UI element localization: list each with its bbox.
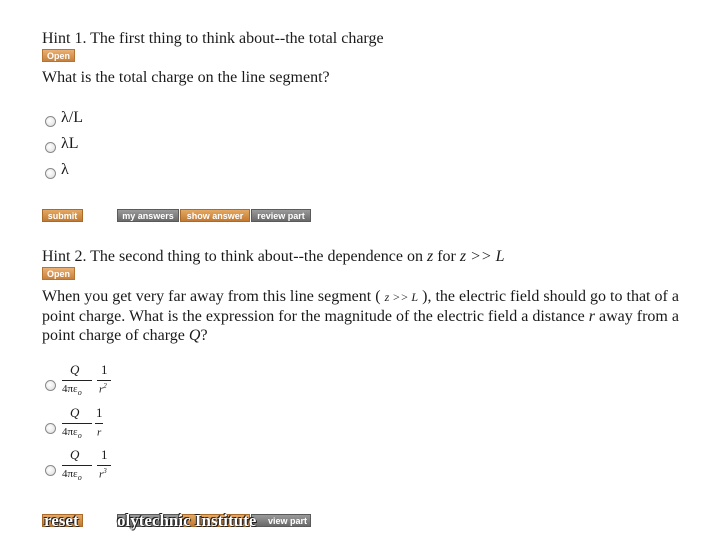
c1-den2-sup: 2 bbox=[103, 382, 107, 390]
hint1-choice-2-label: λL bbox=[61, 135, 79, 152]
hint1-choice-1-radio[interactable] bbox=[45, 116, 56, 127]
c3-num2: 1 bbox=[101, 447, 108, 462]
c2-den1 bbox=[62, 426, 82, 440]
c2-num2: 1 bbox=[96, 405, 103, 420]
hint2-choice-2-radio[interactable] bbox=[45, 423, 56, 434]
c1-num2: 1 bbox=[101, 362, 108, 377]
c1-num1: Q bbox=[70, 362, 80, 377]
hint1-choice-1-label: λ/L bbox=[61, 109, 83, 126]
q-line2-var: r bbox=[588, 308, 596, 325]
institute-overlay-text: olytechnic Institute bbox=[117, 511, 257, 530]
q-line1-cond: z >> L bbox=[384, 290, 419, 304]
hint1-choice-3-label: λ bbox=[61, 161, 69, 178]
c2-den2-text: r bbox=[97, 426, 102, 439]
c1-den1 bbox=[62, 383, 82, 397]
hint1-open-button[interactable]: Open bbox=[42, 49, 75, 62]
q-line3-a: point charge of charge bbox=[42, 327, 189, 344]
hint2-question bbox=[42, 287, 682, 345]
c3-bar1 bbox=[62, 465, 92, 466]
hint2-choice-1-radio[interactable] bbox=[45, 380, 56, 391]
c1-bar1 bbox=[62, 380, 92, 381]
c2-den1-text: 4πε bbox=[62, 426, 78, 438]
hint1-title: Hint 1. The first thing to think about--the total charge bbox=[42, 30, 384, 47]
c3-den2-sup: 3 bbox=[103, 467, 107, 475]
c3-den2-text: r bbox=[99, 468, 104, 481]
c3-den1-sub: o bbox=[77, 473, 82, 483]
q-line1-b: ), the electric field should go to that of a bbox=[418, 288, 679, 305]
c1-den2-text: r bbox=[99, 383, 104, 396]
c3-num1: Q bbox=[70, 447, 80, 462]
c3-den1 bbox=[62, 468, 82, 482]
submit-button[interactable]: submit bbox=[42, 209, 83, 222]
show-answer-button[interactable]: show answer bbox=[180, 209, 250, 222]
hint2-choice-3-radio[interactable] bbox=[45, 465, 56, 476]
hint2-question-line3 bbox=[42, 326, 682, 345]
hint1-choice-2-radio[interactable] bbox=[45, 142, 56, 153]
hint2-question-line2 bbox=[42, 307, 682, 326]
c1-den1-sub: o bbox=[77, 388, 82, 398]
c3-den2 bbox=[99, 467, 107, 481]
c2-den2 bbox=[97, 425, 101, 439]
hint2-title-var: z bbox=[426, 248, 434, 265]
hint1-question: What is the total charge on the line segment? bbox=[42, 69, 330, 86]
c3-den1-text: 4πε bbox=[62, 468, 78, 480]
c2-bar2 bbox=[95, 423, 103, 424]
c3-bar2 bbox=[97, 465, 111, 466]
hint2-title bbox=[42, 248, 505, 266]
c1-bar2 bbox=[97, 380, 111, 381]
reset-overlay-text: reset bbox=[44, 511, 79, 530]
my-answers-button[interactable]: my answers bbox=[117, 209, 179, 222]
c2-den1-sub: o bbox=[77, 431, 82, 441]
hint1-choice-3-radio[interactable] bbox=[45, 168, 56, 179]
c1-den2 bbox=[99, 382, 107, 396]
q-line1-a: When you get very far away from this line segment ( bbox=[42, 288, 385, 305]
c1-den1-text: 4πε bbox=[62, 383, 78, 395]
hint2-title-prefix: Hint 2. The second thing to think about--the dependence on bbox=[42, 248, 427, 265]
hint2-title-cond: z >> L bbox=[459, 248, 505, 265]
q-line2-a: point charge. What is the expression for the magnitude of the electric field a distance bbox=[42, 308, 589, 325]
review-part-button[interactable]: review part bbox=[251, 209, 311, 222]
q-line3-b: ? bbox=[200, 327, 208, 344]
q-line3-var: Q bbox=[188, 327, 201, 344]
review-part-button-2[interactable]: view part bbox=[251, 514, 311, 527]
c2-num1: Q bbox=[70, 405, 80, 420]
hint2-open-button[interactable]: Open bbox=[42, 267, 75, 280]
q-line2-b: away from a bbox=[595, 308, 679, 325]
hint2-question-line1 bbox=[42, 287, 682, 307]
hint2-title-mid: for bbox=[433, 248, 460, 265]
c2-bar1 bbox=[62, 423, 92, 424]
